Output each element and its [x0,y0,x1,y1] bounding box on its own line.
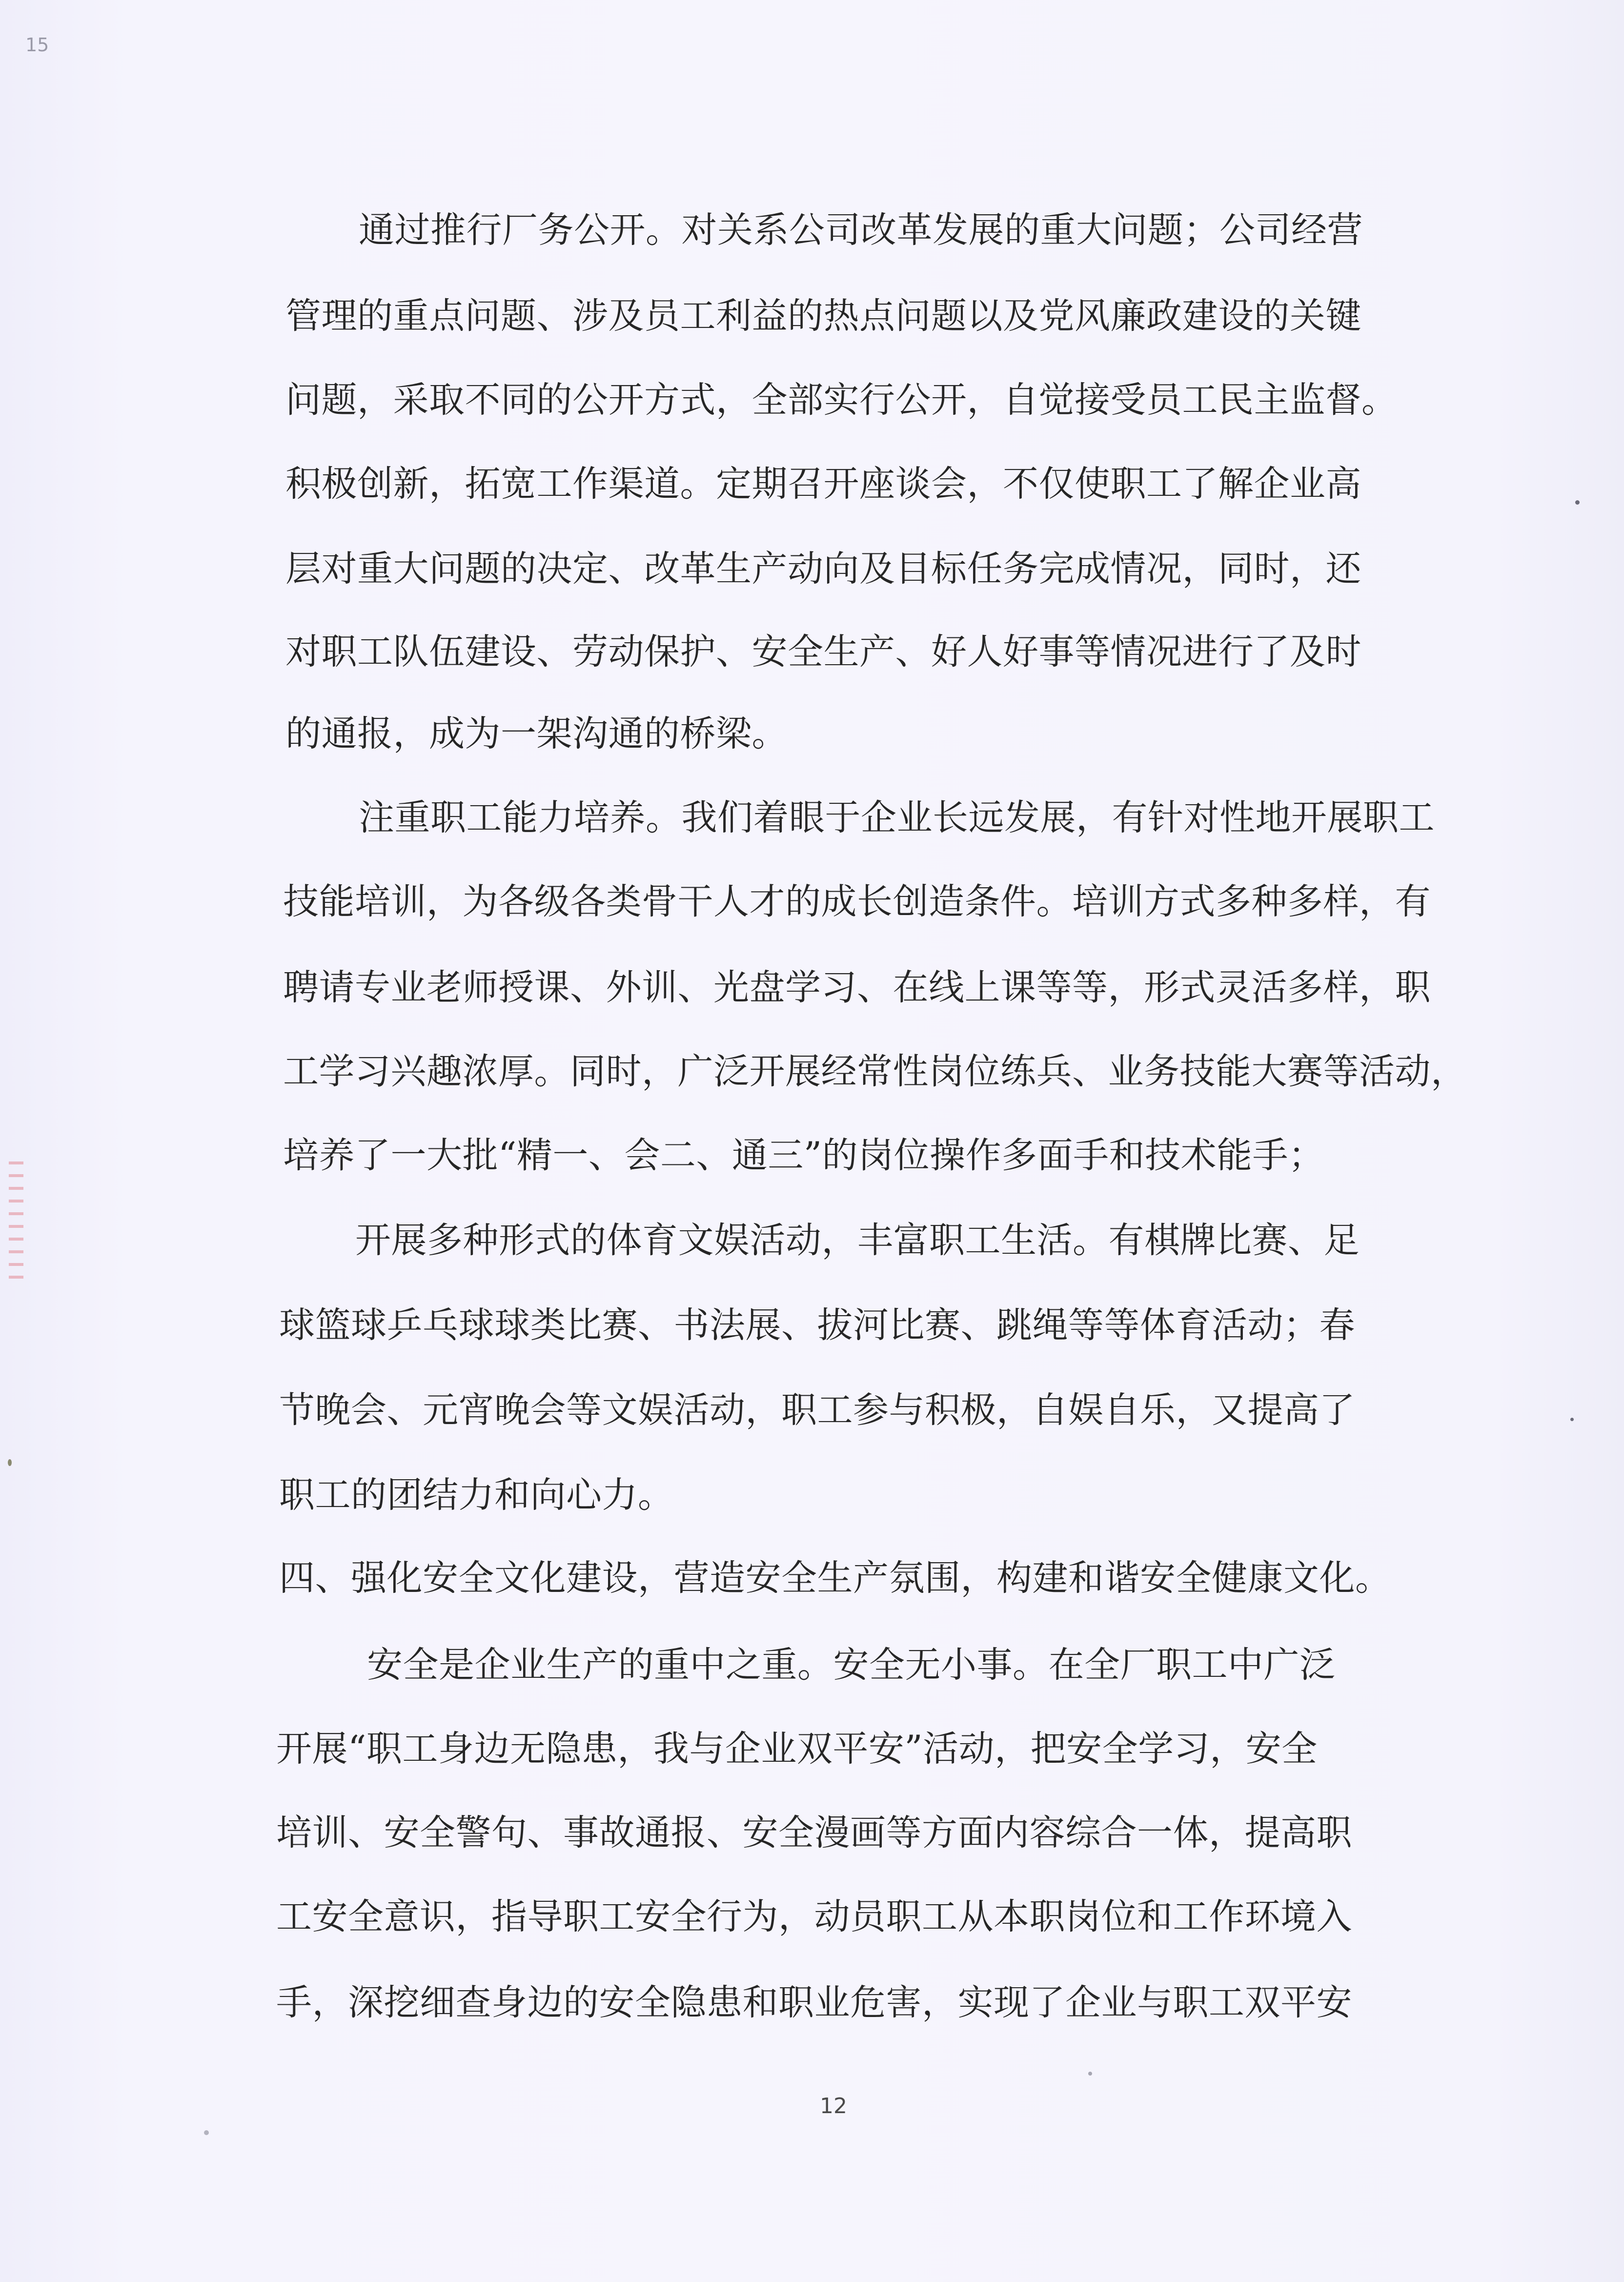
text-line: 聘请专业老师授课、外训、光盘学习、在线上课等等，形式灵活多样，职 [283,967,1431,1008]
page-number: 12 [820,2094,847,2119]
scan-speck [1575,500,1580,505]
text-line: 层对重大问题的决定、改革生产动向及目标任务完成情况，同时，还 [285,548,1361,590]
scan-speck [8,1459,12,1466]
scan-speck [204,2130,209,2135]
text-line: 技能培训，为各级各类骨干人才的成长创造条件。培训方式多种多样，有 [283,881,1431,922]
text-line: 积极创新，拓宽工作渠道。定期召开座谈会，不仅使职工了解企业高 [285,463,1361,505]
text-line: 手，深挖细查身边的安全隐患和职业危害，实现了企业与职工双平安 [276,1982,1352,2023]
scan-speck [1088,2072,1092,2076]
text-line: 开展“职工身边无隐患，我与企业双平安”活动，把安全学习，安全 [276,1728,1318,1770]
text-line: 培训、安全警句、事故通报、安全漫画等方面内容综合一体，提高职 [276,1812,1352,1854]
margin-red-marks [9,1161,23,1279]
text-line: 的通报，成为一架沟通的桥梁。 [285,713,788,754]
text-line: 节晚会、元宵晚会等文娱活动，职工参与积极，自娱自乐，又提高了 [279,1389,1355,1431]
text-line: 培养了一大批“精一、会二、通三”的岗位操作多面手和技术能手； [283,1135,1324,1176]
text-line: 球篮球乒乓球球类比赛、书法展、拔河比赛、跳绳等等体育活动；春 [279,1304,1355,1346]
text-line: 工安全意识，指导职工安全行为，动员职工从本职岗位和工作环境入 [276,1896,1352,1937]
text-line: 安全是企业生产的重中之重。安全无小事。在全厂职工中广泛 [367,1644,1336,1686]
text-line: 注重职工能力培养。我们着眼于企业长远发展，有针对性地开展职工 [359,797,1435,838]
corner-pencil-mark: 15 [25,34,49,56]
text-line: 开展多种形式的体育文娱活动，丰富职工生活。有棋牌比赛、足 [355,1220,1360,1261]
section-heading: 四、强化安全文化建设，营造安全生产氛围，构建和谐安全健康文化。 [279,1557,1391,1599]
text-line: 职工的团结力和向心力。 [279,1474,674,1516]
text-line: 问题，采取不同的公开方式，全部实行公开，自觉接受员工民主监督。 [285,379,1398,421]
text-line: 对职工队伍建设、劳动保护、安全生产、好人好事等情况进行了及时 [285,631,1361,672]
text-line: 通过推行厂务公开。对关系公司改革发展的重大问题；公司经营 [359,209,1363,251]
text-line: 管理的重点问题、涉及员工利益的热点问题以及党风廉政建设的关键 [285,295,1361,337]
scan-speck [1570,1418,1574,1421]
text-line: 工学习兴趣浓厚。同时，广泛开展经常性岗位练兵、业务技能大赛等活动， [283,1051,1467,1092]
